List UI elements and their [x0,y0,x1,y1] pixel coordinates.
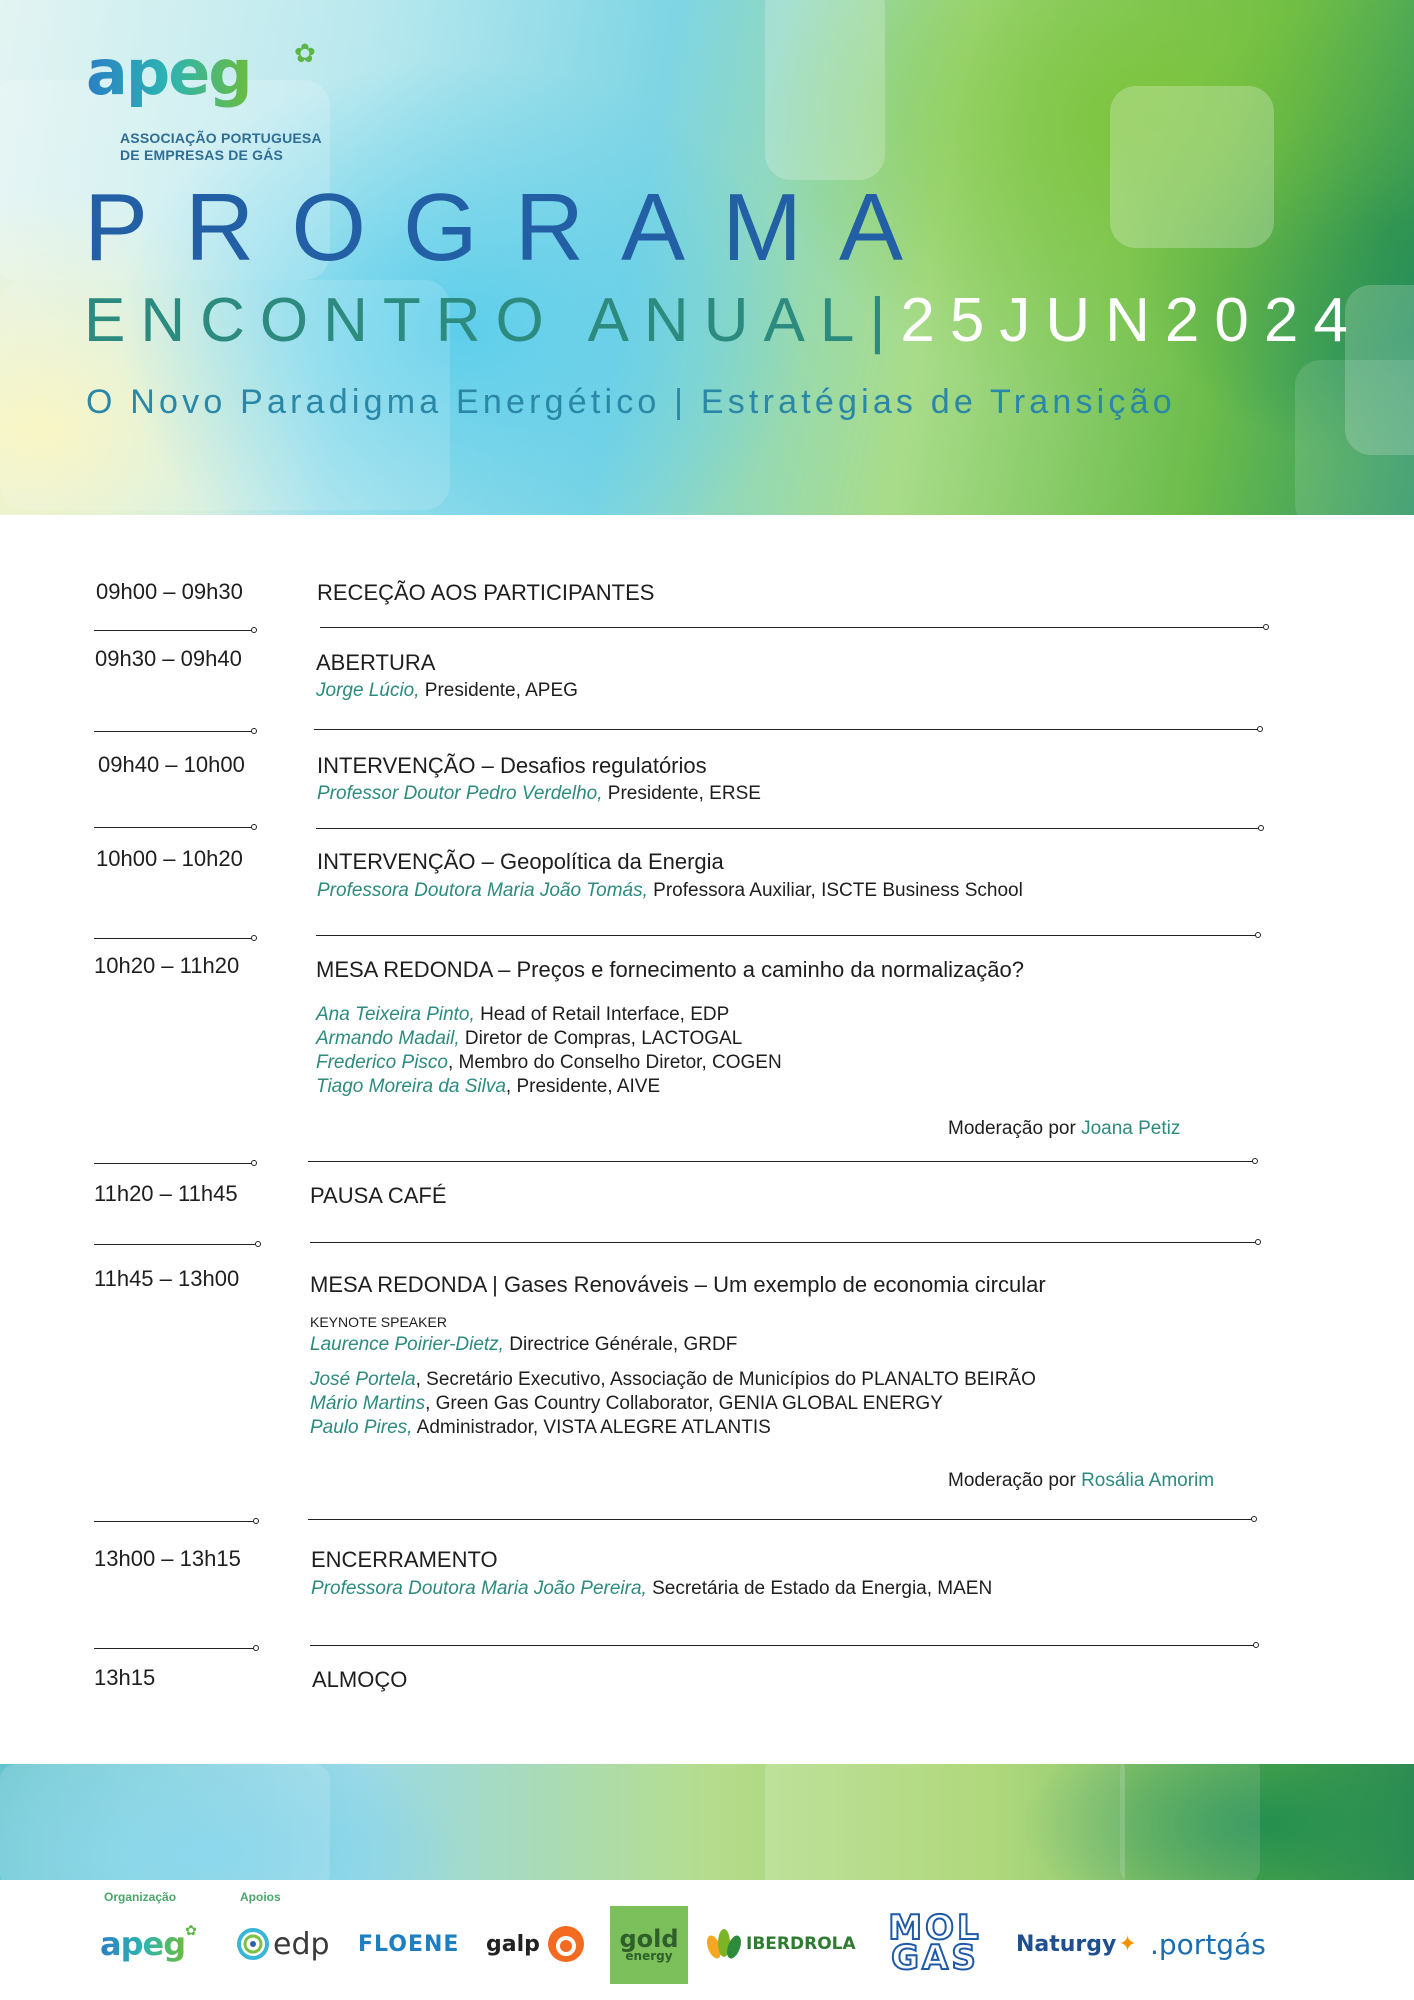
speaker-name: Armando Madail, [316,1028,460,1049]
deco-square [1295,360,1414,515]
speaker [316,679,578,703]
footer-banner [0,1764,1414,1880]
session-time: 09h00 – 09h30 [96,579,243,604]
speaker [316,1003,729,1027]
session-divider [314,729,1260,730]
moderator-name: Joana Petiz [1081,1118,1181,1139]
naturgy-logo-text: Naturgy [1016,1931,1117,1957]
speaker-name: Ana Teixeira Pinto, [316,1004,475,1025]
session-time: 13h00 – 13h15 [94,1546,241,1571]
speaker-name: José Portela [310,1369,416,1390]
session-divider [316,828,1261,829]
moderation [948,1470,1214,1492]
time-divider [94,1648,256,1649]
portgas-logo [1150,1916,1290,1972]
speaker-name: Tiago Moreira da Silva [316,1076,506,1097]
galp-logo-text: galp [486,1931,540,1957]
time-divider [94,827,254,828]
naturgy-mark-icon: ✦ [1118,1931,1137,1957]
speaker-role: Secretária de Estado da Energia, MAEN [646,1578,993,1599]
edp-logo [236,1916,336,1972]
floene-logo [358,1916,468,1972]
naturgy-logo [1016,1916,1146,1972]
event-theme: O Novo Paradigma Energético | Estratégias de Transição [86,383,1176,421]
gold-energy-word: gold [619,1925,679,1953]
moderation-label: Moderação por [948,1118,1082,1139]
speaker [310,1368,1036,1392]
session-time: 10h00 – 10h20 [96,846,243,871]
session-time: 11h45 – 13h00 [94,1266,240,1291]
session-divider [308,1161,1255,1162]
speaker-name: Mário Martins [310,1393,426,1414]
apeg-footer-word: apeg [100,1925,186,1963]
time-divider [94,731,254,732]
session-title: ENCERRAMENTO [311,1547,498,1572]
session-time: 13h15 [94,1665,156,1690]
organizacao-label: Organização [104,1890,177,1904]
speaker-role: Presidente, ERSE [602,783,761,804]
session-time: 10h20 – 11h20 [94,953,240,978]
speaker-role: Diretor de Compras, LACTOGAL [459,1028,743,1049]
gold-energy-sub: energy [625,1949,673,1963]
speaker [310,1416,771,1440]
speaker-name: Laurence Poirier-Dietz, [310,1334,504,1355]
speaker [310,1333,737,1357]
apeg-logo-word: apeg [86,36,251,109]
time-divider [94,1163,254,1164]
speaker [316,1051,782,1075]
keynote-label: KEYNOTE SPEAKER [310,1314,447,1330]
time-divider [94,630,254,631]
apeg-logo-sub-line2: DE EMPRESAS DE GÁS [120,147,284,163]
session-time: 09h30 – 09h40 [95,646,242,671]
speaker-role: Head of Retail Interface, EDP [474,1004,730,1025]
iberdrola-logo [704,1916,860,1972]
session-divider [310,1645,1256,1646]
session-divider [320,627,1266,628]
speaker-role: , Membro do Conselho Diretor, COGEN [448,1052,782,1073]
gold-energy-logo [610,1906,688,1984]
session-divider [310,1242,1258,1243]
header-banner [0,0,1414,515]
time-divider [94,1521,256,1522]
time-divider [94,938,254,939]
apoios-label: Apoios [240,1890,281,1904]
apeg-logo-subtitle [120,130,322,164]
galp-logo [486,1916,586,1972]
speaker-name: Professora Doutora Maria João Tomás, [317,880,648,901]
event-date: 25JUN2024 [900,286,1363,355]
iberdrola-leaves-icon [704,1927,742,1961]
speaker-name: Professor Doutor Pedro Verdelho, [317,783,603,804]
speaker-name: Professora Doutora Maria João Pereira, [311,1578,647,1599]
session-title: MESA REDONDA – Preços e fornecimento a caminho da normalização? [316,957,1024,982]
speaker-role: Presidente, APEG [419,680,578,701]
session-title: ALMOÇO [312,1667,408,1692]
session-title: INTERVENÇÃO – Desafios regulatórios [317,753,707,778]
session-title: RECEÇÃO AOS PARTICIPANTES [317,580,655,605]
deco-square [765,0,885,180]
time-divider [94,1244,258,1245]
leaf-icon: ✿ [185,1923,197,1939]
session-divider [316,935,1258,936]
speaker-role: , Green Gas Country Collaborator, GENIA GLOBAL ENERGY [425,1393,943,1414]
iberdrola-logo-text: IBERDROLA [746,1934,856,1954]
session-title: MESA REDONDA | Gases Renováveis – Um exemplo de economia circular [310,1272,1046,1297]
session-time: 09h40 – 10h00 [98,752,245,777]
speaker [316,1027,742,1051]
portgas-logo-text: .portgás [1150,1927,1266,1961]
speaker-role: Directrice Générale, GRDF [503,1334,738,1355]
apeg-footer-logo [100,1916,210,1972]
speaker-name: Paulo Pires, [310,1417,413,1438]
speaker [317,879,1023,903]
speaker [317,782,761,806]
event-name: ENCONTRO ANUAL| [84,286,901,355]
moderation-label: Moderação por [948,1470,1082,1491]
apeg-logo [86,38,326,168]
molgas-word-2: GAS [891,1938,979,1978]
galp-flame-icon [546,1924,586,1964]
session-divider [308,1519,1254,1520]
speaker-role: , Secretário Executivo, Associação de Municípios do PLANALTO BEIRÃO [415,1369,1036,1390]
deco-square [1120,1764,1260,1880]
page-title: PROGRAMA [84,174,941,281]
session-title: ABERTURA [316,650,436,675]
deco-square [765,1764,1125,1880]
speaker [316,1075,660,1099]
moderation [948,1118,1180,1140]
floene-logo-text: FLOENE [358,1931,460,1957]
speaker-name: Frederico Pisco [316,1052,448,1073]
deco-square [1110,86,1274,248]
session-time: 11h20 – 11h45 [94,1181,238,1206]
speaker-name: Jorge Lúcio, [316,680,420,701]
speaker-role: Administrador, VISTA ALEGRE ATLANTIS [412,1417,771,1438]
speaker [310,1392,943,1416]
deco-square [0,1764,330,1880]
speaker [311,1577,992,1601]
edp-logo-text: edp [273,1926,330,1962]
session-title: INTERVENÇÃO – Geopolítica da Energia [317,849,724,874]
molgas-logo [872,1908,998,1978]
molgas-word-1: MOL [888,1908,982,1948]
moderator-name: Rosália Amorim [1081,1470,1215,1491]
event-subtitle [84,288,1363,354]
leaf-icon: ✿ [294,38,316,68]
speaker-role: , Presidente, AIVE [505,1076,661,1097]
speaker-role: Professora Auxiliar, ISCTE Business School [647,880,1023,901]
edp-swirl-icon [236,1927,270,1961]
apeg-logo-sub-line1: ASSOCIAÇÃO PORTUGUESA [120,130,322,146]
session-title: PAUSA CAFÉ [310,1183,447,1208]
